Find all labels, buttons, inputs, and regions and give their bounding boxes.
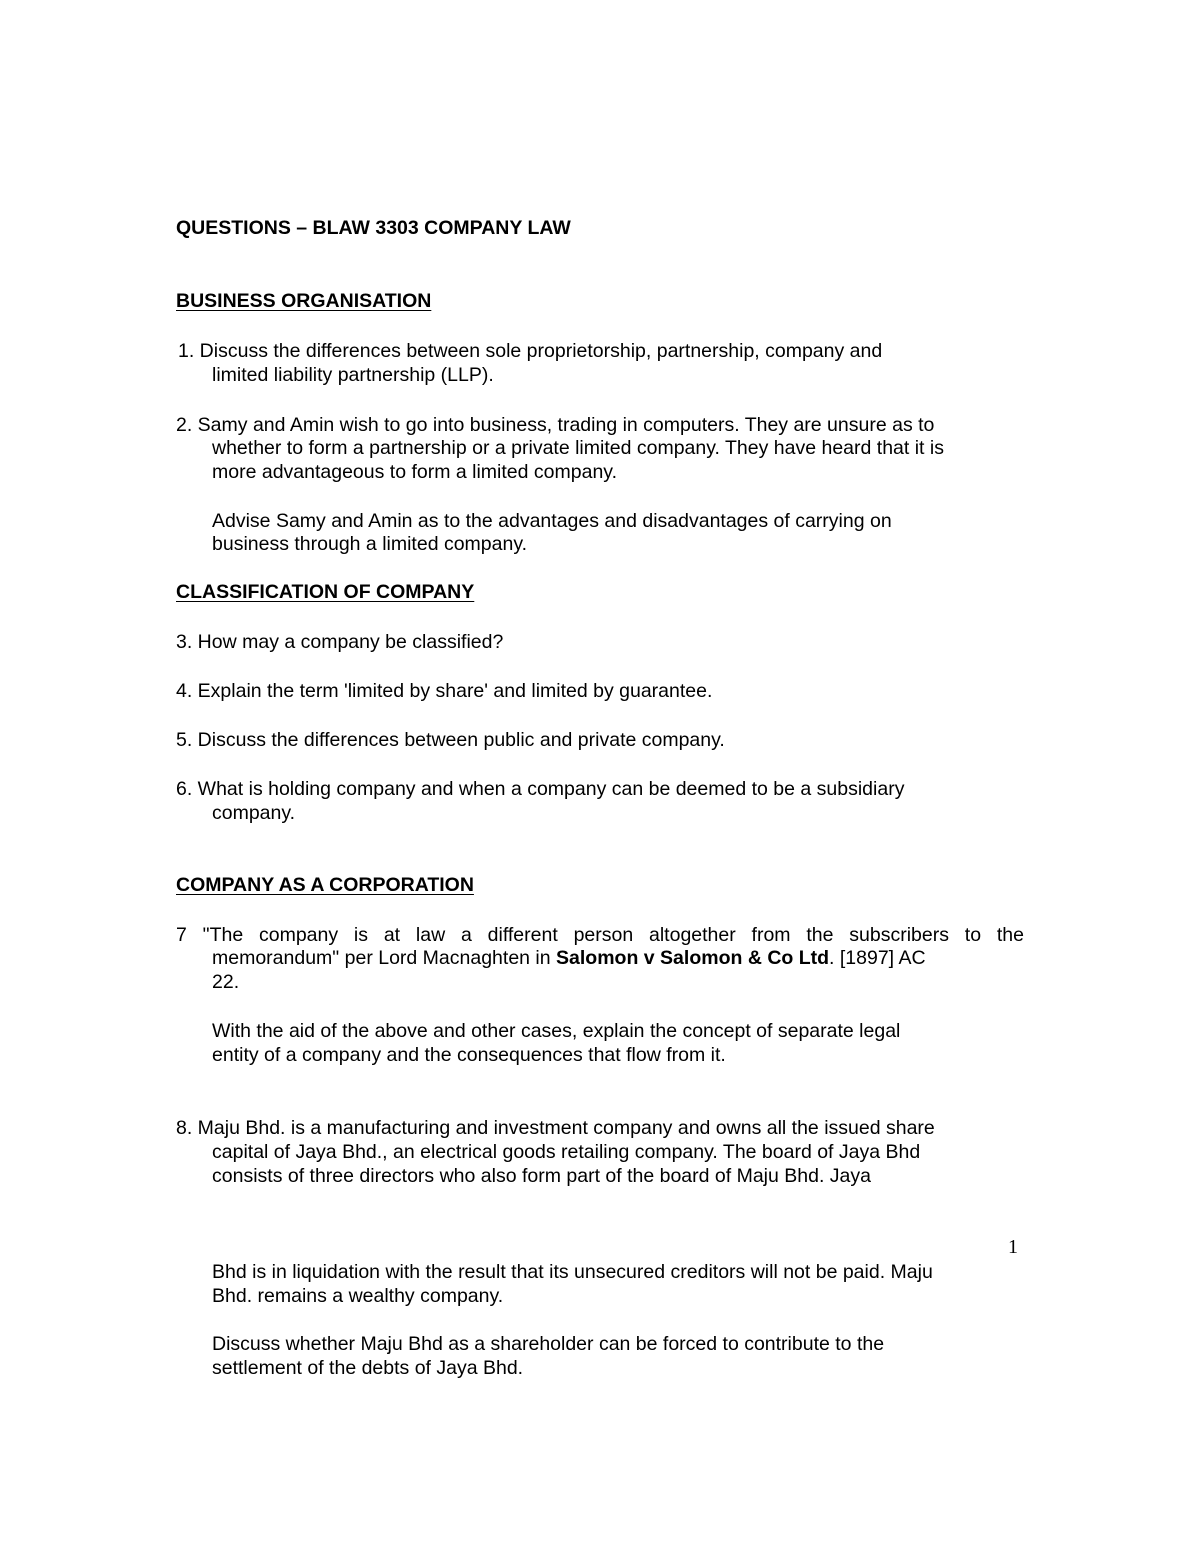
question-6-line-2: company.: [212, 802, 296, 824]
question-2-line-1: 2. Samy and Amin wish to go into business, trading in computers. They are unsure as to: [176, 414, 935, 436]
question-7-para-2-line-1: With the aid of the above and other cases, explain the concept of separate legal: [212, 1020, 901, 1042]
question-2-para-2-line-2: business through a limited company.: [212, 533, 528, 555]
case-citation-salomon: Salomon v Salomon & Co Ltd: [556, 947, 830, 969]
page-number: 1: [1008, 1236, 1018, 1258]
section-heading-corporation: COMPANY AS A CORPORATION: [176, 874, 474, 896]
question-1-line-1: 1. Discuss the differences between sole proprietorship, partnership, company and: [178, 340, 883, 362]
question-8-line-3: consists of three directors who also form part of the board of Maju Bhd. Jaya: [212, 1165, 871, 1187]
document-title: QUESTIONS – BLAW 3303 COMPANY LAW: [176, 217, 571, 239]
question-5: 5. Discuss the differences between public and private company.: [176, 729, 725, 751]
question-8-para-2-line-1: Discuss whether Maju Bhd as a shareholder can be forced to contribute to the: [212, 1333, 885, 1355]
section-heading-business-organisation: BUSINESS ORGANISATION: [176, 290, 432, 312]
question-2-line-2: whether to form a partnership or a private limited company. They have heard that it is: [212, 437, 944, 459]
question-7-line-2-citation: . [1897] AC: [829, 947, 926, 969]
question-8-line-4: Bhd is in liquidation with the result that its unsecured creditors will not be paid. Maju: [212, 1261, 933, 1283]
question-7-line-3: 22.: [212, 971, 240, 993]
question-8-para-2-line-2: settlement of the debts of Jaya Bhd.: [212, 1357, 524, 1379]
question-7-para-2-line-2: entity of a company and the consequences that flow from it.: [212, 1044, 726, 1066]
question-1-line-2: limited liability partnership (LLP).: [212, 364, 494, 386]
question-2-line-3: more advantageous to form a limited company.: [212, 461, 618, 483]
question-6-line-1: 6. What is holding company and when a company can be deemed to be a subsidiary: [176, 778, 905, 800]
question-4: 4. Explain the term 'limited by share' and limited by guarantee.: [176, 680, 713, 702]
question-7-line-1: 7 "The company is at law a different person altogether from the subscribers to the: [176, 924, 1024, 946]
question-8-line-5: Bhd. remains a wealthy company.: [212, 1285, 504, 1307]
question-8-line-1: 8. Maju Bhd. is a manufacturing and investment company and owns all the issued share: [176, 1117, 935, 1139]
question-8-line-2: capital of Jaya Bhd., an electrical goods retailing company. The board of Jaya Bhd: [212, 1141, 921, 1163]
question-7-line-2-text: memorandum" per Lord Macnaghten in: [212, 947, 557, 969]
question-7-line-2: [212, 946, 926, 970]
section-heading-classification: CLASSIFICATION OF COMPANY: [176, 581, 475, 603]
question-3: 3. How may a company be classified?: [176, 631, 504, 653]
question-2-para-2-line-1: Advise Samy and Amin as to the advantages and disadvantages of carrying on: [212, 510, 892, 532]
